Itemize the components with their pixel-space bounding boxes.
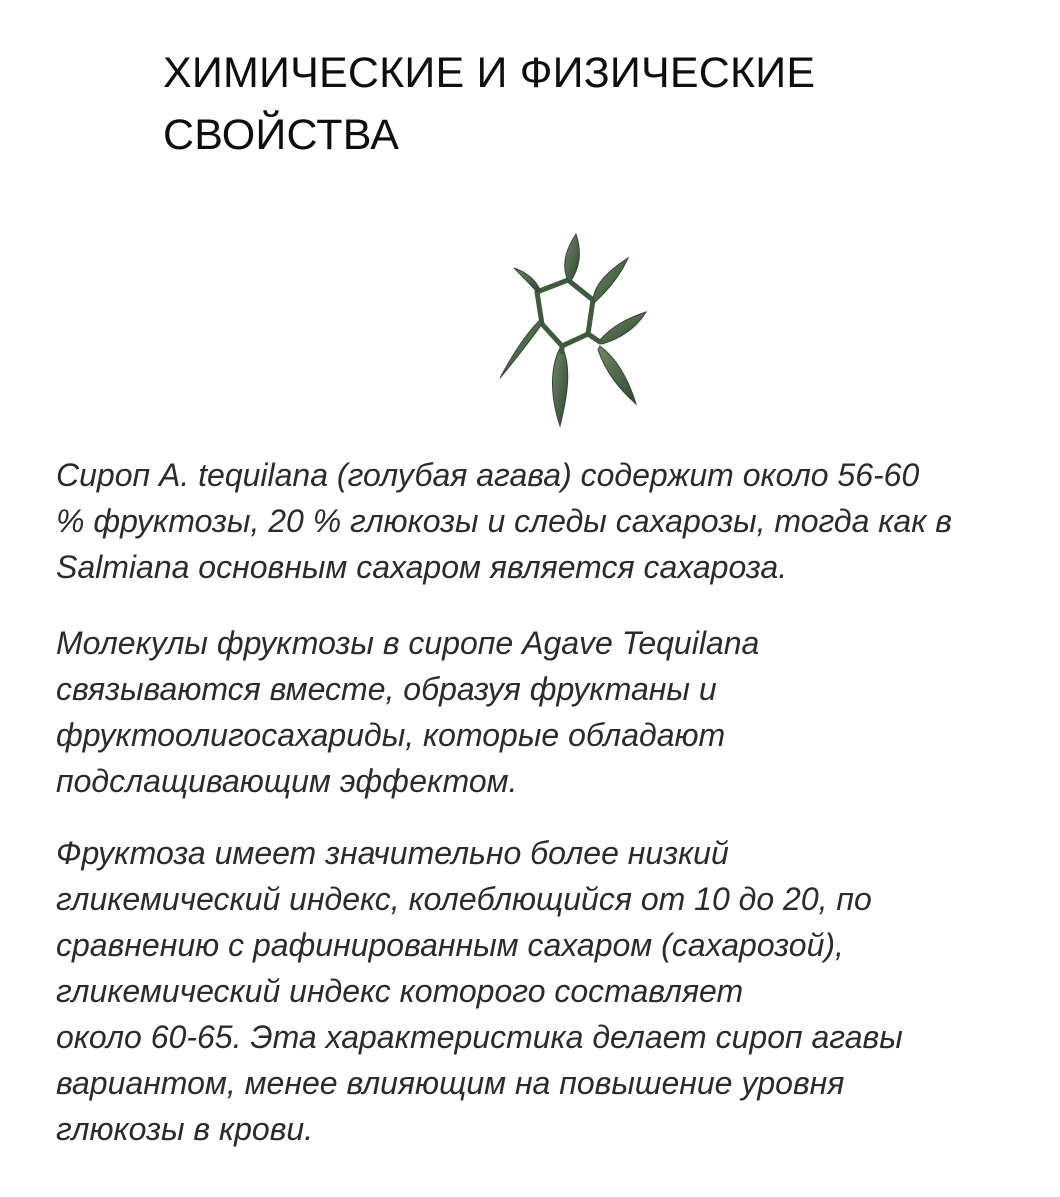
paragraph-line: Фруктоза имеет значительно более низкий (56, 835, 729, 871)
paragraph-line: % фруктозы, 20 % глюкозы и следы сахарозы, тогда как в (56, 503, 952, 539)
page-title-line-2: СВОЙСТВА (163, 111, 400, 159)
paragraph-line: фруктоолигосахариды, которые обладают (56, 717, 726, 753)
page-title (163, 42, 923, 166)
paragraph-line: Salmiana основным сахаром является сахароза. (56, 549, 788, 585)
paragraph-line: вариантом, менее влияющим на повышение уровня (56, 1065, 845, 1101)
agave-leaf-molecule-icon (490, 228, 660, 433)
paragraph-line: глюкозы в крови. (56, 1111, 314, 1147)
paragraph-line: гликемический индекс которого составляет (56, 973, 744, 1009)
page-title-line-1: ХИМИЧЕСКИЕ И ФИЗИЧЕСКИЕ (163, 49, 816, 97)
paragraph-line: подслащивающим эффектом. (56, 763, 518, 799)
paragraph-line: сравнению с рафинированным сахаром (сахарозой), (56, 927, 844, 963)
paragraph-line: около 60-65. Эта характеристика делает сироп агавы (56, 1019, 903, 1055)
paragraph-line: Молекулы фруктозы в сиропе Agave Tequilana (56, 625, 760, 661)
paragraph-line: гликемический индекс, колеблющийся от 10 до 20, по (56, 881, 872, 917)
paragraph-glycemic-index (56, 830, 1036, 1152)
paragraph-line: Сироп A. tequilana (голубая агава) содержит около 56-60 (56, 457, 920, 493)
paragraph-fructans (56, 620, 1036, 804)
paragraph-line: связываются вместе, образуя фруктаны и (56, 671, 717, 707)
paragraph-composition (56, 452, 1036, 590)
